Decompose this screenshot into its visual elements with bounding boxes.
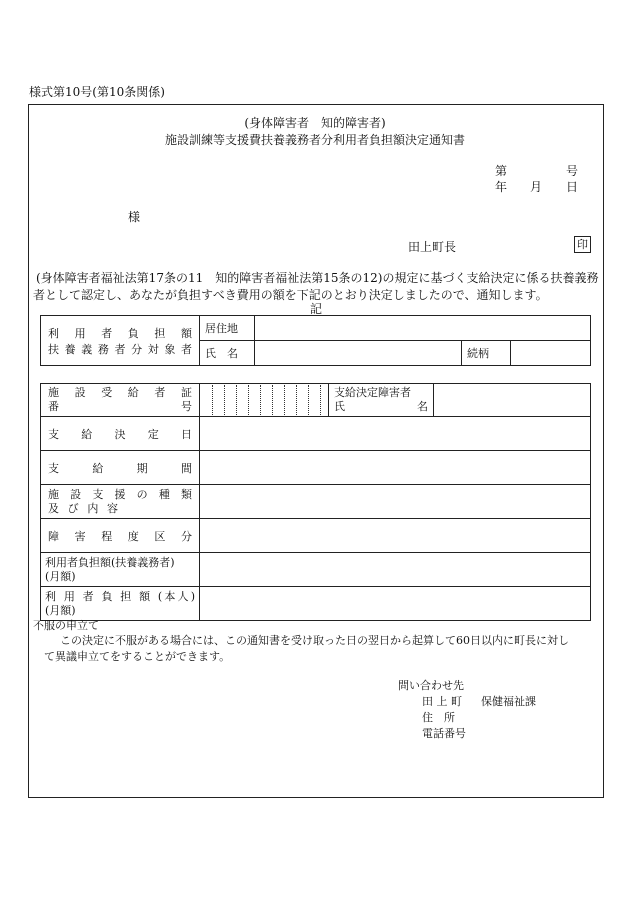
document-title: 施設訓練等支援費扶養義務者分利用者負担額決定通知書	[164, 133, 465, 147]
disability-level-label-cell	[41, 519, 200, 553]
target-label-line-1: 利 用 者 負 担 額	[48, 326, 192, 340]
contact-heading: 問い合わせ先	[398, 679, 464, 692]
ki-mark: 記	[310, 302, 323, 316]
support-burden-label-a: 利用者負担額(扶養義務者)	[45, 555, 175, 569]
period-label-cell	[41, 451, 200, 485]
decision-date-value-cell[interactable]	[200, 417, 591, 451]
facility-number-label-a: 施 設 受 給 者 証	[48, 386, 192, 399]
name-value-cell[interactable]	[255, 341, 462, 366]
seal-mark: 印	[574, 236, 591, 253]
appeal-heading: 不服の申立て	[33, 619, 99, 632]
relation-value-cell[interactable]	[511, 341, 591, 366]
doc-number-go: 号	[566, 164, 579, 178]
facility-number-label-b2: 号	[181, 400, 192, 413]
date-year: 年	[495, 180, 508, 194]
disabled-name-label-b2: 名	[417, 400, 428, 413]
target-label-cell	[41, 316, 200, 366]
disability-level-label: 障 害 程 度 区 分	[48, 529, 192, 543]
service-type-label-cell	[41, 485, 200, 519]
decision-date-label-cell	[41, 417, 200, 451]
disabled-name-label-cell	[329, 384, 434, 417]
address-label: 居住地	[205, 322, 238, 335]
relation-label-cell	[462, 341, 511, 366]
address-label-cell	[200, 316, 255, 341]
appeal-line-2: て異議申立てをすることができます。	[44, 650, 231, 663]
support-burden-label-cell	[41, 553, 200, 587]
facility-number-value-cell[interactable]	[200, 384, 329, 417]
body-line-1: (身体障害者福祉法第17条の11 知的障害者福祉法第15条の12)の規定に基づく支給決定に係る扶養義務	[36, 271, 599, 285]
support-burden-label-b: (月額)	[45, 569, 76, 583]
body-line-2: 者として認定し、あなたが負担すべき費用の額を下記のとおり決定しましたので、通知します。	[33, 288, 548, 302]
service-type-label-b: 及 び 内 容	[48, 501, 118, 515]
service-type-label-a: 施 設 支 援 の 種 類	[48, 487, 192, 501]
doc-number-dai: 第	[495, 164, 508, 178]
contact-department: 保健福祉課	[481, 695, 536, 708]
facility-number-label-cell	[41, 384, 200, 417]
self-burden-label-a: 利 用 者 負 担 額 (本人)	[45, 589, 195, 603]
address-value-cell[interactable]	[255, 316, 591, 341]
contact-address-label: 住 所	[422, 711, 455, 724]
date-month: 月	[530, 180, 543, 194]
disabled-name-label-b1: 氏	[334, 400, 345, 413]
recipient-suffix: 様	[128, 210, 141, 224]
decision-date-label: 支 給 決 定 日	[48, 427, 192, 441]
self-burden-label-b: (月額)	[45, 603, 76, 617]
date-day: 日	[566, 180, 579, 194]
self-burden-value-cell[interactable]	[200, 587, 591, 621]
contact-phone-label: 電話番号	[422, 727, 466, 740]
target-label-line-2: 扶養義務者分対象者	[48, 342, 192, 356]
facility-number-label-b1: 番	[48, 400, 59, 413]
support-details-table	[40, 383, 591, 621]
name-label: 氏 名	[205, 347, 238, 360]
appeal-line-1: この決定に不服がある場合には、この通知書を受け取った日の翌日から起算して60日以内に町長に対し	[60, 634, 569, 647]
relation-label: 続柄	[467, 347, 489, 360]
disabled-name-value-cell[interactable]	[434, 384, 591, 417]
self-burden-label-cell	[41, 587, 200, 621]
disability-level-value-cell[interactable]	[200, 519, 591, 553]
issuer: 田上町長	[408, 240, 457, 254]
contact-town: 田 上 町	[422, 695, 462, 708]
form-number: 様式第10号(第10条関係)	[29, 85, 165, 99]
support-burden-value-cell[interactable]	[200, 553, 591, 587]
disabled-name-label-a: 支給決定障害者	[334, 386, 411, 399]
period-value-cell[interactable]	[200, 451, 591, 485]
target-person-table	[40, 315, 591, 366]
name-label-cell	[200, 341, 255, 366]
service-type-value-cell[interactable]	[200, 485, 591, 519]
period-label: 支 給 期 間	[48, 461, 192, 475]
header-subtitle: (身体障害者 知的障害者)	[244, 116, 386, 130]
